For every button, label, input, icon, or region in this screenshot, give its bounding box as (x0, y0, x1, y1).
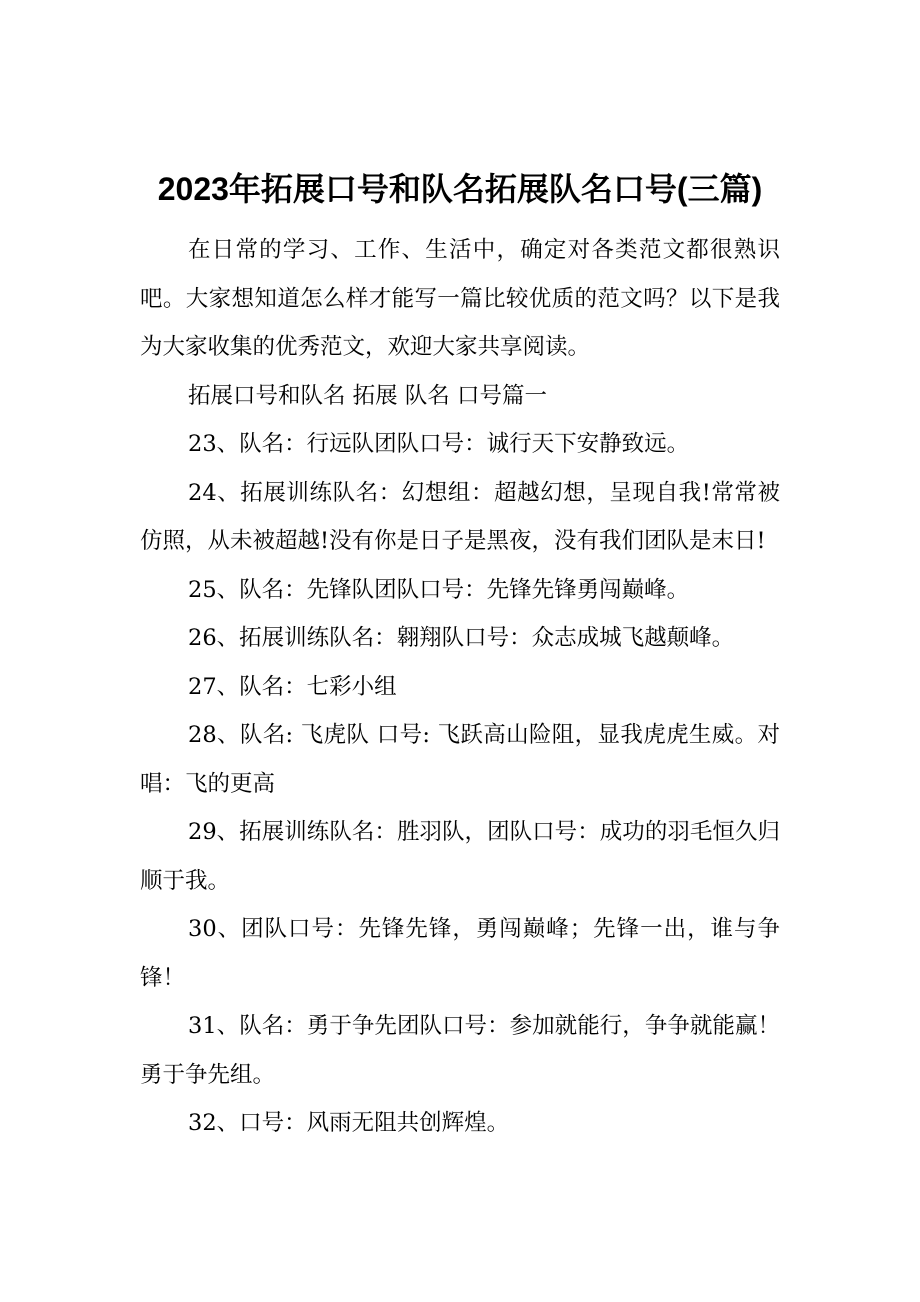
list-item: 27、队名：七彩小组 (188, 673, 397, 700)
intro-paragraph: 在日常的学习、工作、生活中，确定对各类范文都很熟识吧。大家想知道怎么样才能写一篇比较优质的范文吗？以下是我为大家收集的优秀范文，欢迎大家共享阅读。 (140, 237, 780, 360)
list-item: 30、团队口号：先锋先锋，勇闯巅峰；先锋一出，谁与争锋！ (140, 916, 780, 991)
list-item: 25、队名：先锋队团队口号：先锋先锋勇闯巅峰。 (188, 576, 690, 603)
document-body (140, 226, 780, 1148)
list-item: 29、拓展训练队名：胜羽队，团队口号：成功的羽毛恒久归顺于我。 (140, 819, 780, 894)
list-item: 32、口号：风雨无阻共创辉煌。 (188, 1110, 510, 1136)
document-title: 2023年拓展口号和队名拓展队名口号(三篇) (157, 171, 763, 208)
section-heading: 拓展口号和队名 拓展 队名 口号篇一 (188, 382, 547, 409)
list-item: 28、队名: 飞虎队 口号: 飞跃高山险阻，显我虎虎生威。对唱：飞的更高 (140, 722, 780, 797)
list-item: 31、队名：勇于争先团队口号：参加就能行，争争就能赢！勇于争先组。 (140, 1013, 780, 1088)
list-item: 23、队名：行远队团队口号：诚行天下安静致远。 (188, 431, 690, 457)
list-item: 26、拓展训练队名：翱翔队口号：众志成城飞越颠峰。 (188, 625, 735, 651)
list-item: 24、拓展训练队名：幻想组：超越幻想，呈现自我!常常被仿照，从未被超越!没有你是日子是黑夜，没有我们团队是末日! (140, 479, 780, 554)
